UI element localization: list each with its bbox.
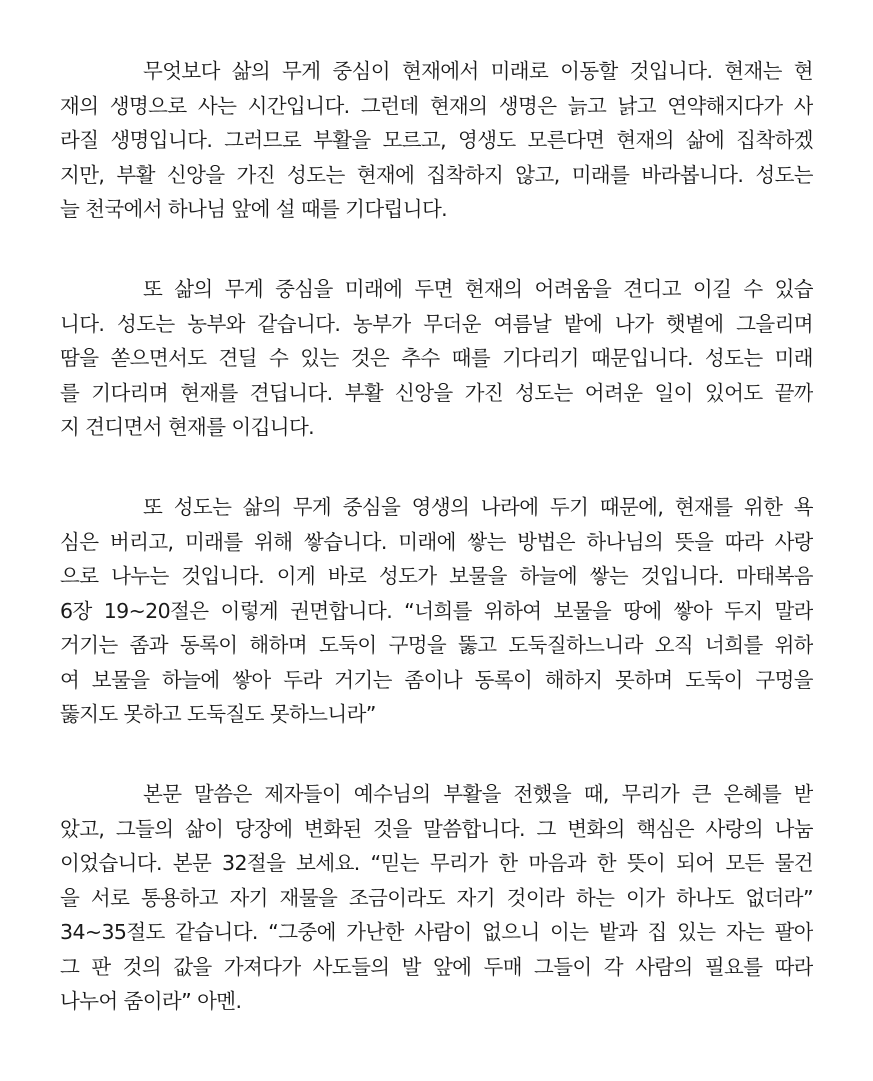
paragraph-1 [60, 54, 813, 227]
text-line: 나누어 줌이라” 아멘. [60, 989, 242, 1013]
paragraph-2 [60, 272, 813, 445]
text-line: 았고, 그들의 삶이 당장에 변화된 것을 말씀합니다. 그 변화의 핵심은 사랑의 나눔 [60, 816, 813, 841]
text-line: 를 기다리며 현재를 견딥니다. 부활 신앙을 가진 성도는 어려운 일이 있어도 끝까 [60, 380, 813, 405]
text-line: 무엇보다 삶의 무게 중심이 현재에서 미래로 이동할 것입니다. 현재는 현 [143, 59, 813, 83]
text-line: 이었습니다. 본문 32절을 보세요. “믿는 무리가 한 마음과 한 뜻이 되어 모든 물건 [60, 851, 813, 875]
text-line: 거기는 좀과 동록이 해하며 도둑이 구멍을 뚫고 도둑질하느니라 오직 너희를 위하 [60, 633, 813, 657]
text-line: 6장 19~20절은 이렇게 권면합니다. “너희를 위하여 보물을 땅에 쌓아 두지 말라 [60, 598, 813, 623]
text-line: 늘 천국에서 하나님 앞에 설 때를 기다립니다. [60, 197, 448, 221]
text-line: 본문 말씀은 제자들이 예수님의 부활을 전했을 때, 무리가 큰 은혜를 받 [143, 782, 813, 806]
text-line: 재의 생명으로 사는 시간입니다. 그런데 현재의 생명은 늙고 낡고 연약해지다가 사 [60, 93, 813, 118]
text-line: 으로 나누는 것입니다. 이게 바로 성도가 보물을 하늘에 쌓는 것입니다. 마태복음 [60, 564, 813, 588]
text-line: 또 성도는 삶의 무게 중심을 영생의 나라에 두기 때문에, 현재를 위한 욕 [143, 495, 813, 519]
text-line: 34~35절도 같습니다. “그중에 가난한 사람이 없으니 이는 밭과 집 있는 자는 팔아 [60, 920, 813, 944]
paragraph-4 [60, 777, 813, 1019]
paragraph-3 [60, 490, 813, 732]
text-line: 뚫지도 못하고 도둑질도 못하느니라” [60, 702, 376, 726]
text-line: 지만, 부활 신앙을 가진 성도는 현재에 집착하지 않고, 미래를 바라봅니다. 성도는 [60, 162, 813, 187]
text-line: 또 삶의 무게 중심을 미래에 두면 현재의 어려움을 견디고 이길 수 있습 [143, 277, 813, 301]
text-line: 땀을 쏟으면서도 견딜 수 있는 것은 추수 때를 기다리기 때문입니다. 성도는 미래 [60, 346, 813, 370]
text-line: 그 판 것의 값을 가져다가 사도들의 발 앞에 두매 그들이 각 사람의 필요를 따라 [60, 954, 813, 979]
text-line: 심은 버리고, 미래를 위해 쌓습니다. 미래에 쌓는 방법은 하나님의 뜻을 따라 사랑 [60, 529, 813, 554]
text-line: 지 견디면서 현재를 이깁니다. [60, 415, 315, 439]
text-line: 여 보물을 하늘에 쌓아 두라 거기는 좀이나 동록이 해하지 못하며 도둑이 구멍을 [60, 667, 813, 692]
text-line: 라질 생명입니다. 그러므로 부활을 모르고, 영생도 모른다면 현재의 삶에 집착하겠 [60, 128, 813, 152]
text-line: 니다. 성도는 농부와 같습니다. 농부가 무더운 여름날 밭에 나가 햇볕에 그을리며 [60, 311, 813, 336]
text-line: 을 서로 통용하고 자기 재물을 조금이라도 자기 것이라 하는 이가 하나도 없더라” [60, 885, 813, 910]
